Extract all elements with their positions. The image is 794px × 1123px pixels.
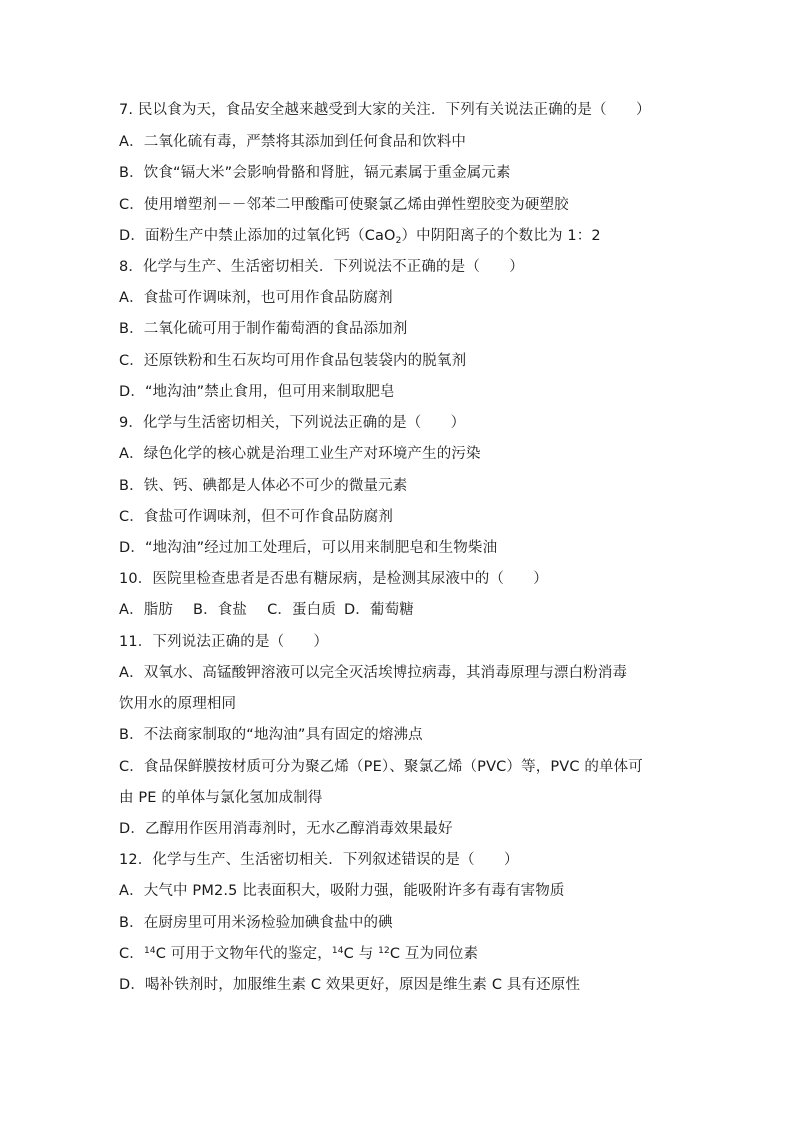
- question-8-option-d: D．“地沟油”禁止食用，但可用来制取肥皂: [119, 384, 395, 400]
- question-11-stem: 11．下列说法正确的是（ ）: [119, 634, 329, 650]
- question-10-stem: 10．医院里检查患者是否患有糖尿病，是检测其尿液中的（ ）: [119, 571, 548, 587]
- question-7-option-a: A．二氧化硫有毒，严禁将其添加到任何食品和饮料中: [119, 134, 467, 150]
- question-10-option-c: C．蛋白质: [267, 602, 336, 618]
- question-10-option-b: B．食盐: [193, 602, 248, 618]
- question-11-option-b: B．不法商家制取的“地沟油”具有固定的熔沸点: [119, 727, 423, 743]
- question-10-option-a: A．脂肪: [119, 602, 174, 618]
- question-8-option-a: A．食盐可作调味剂，也可用作食品防腐剂: [119, 290, 393, 306]
- question-12-option-a: A．大气中 PM2.5 比表面积大，吸附力强，能吸附许多有毒有害物质: [119, 883, 565, 899]
- question-7-stem: 7. 民以食为天，食品安全越来越受到大家的关注．下列有关说法正确的是（ ）: [119, 102, 651, 118]
- question-12-option-c-text-2: C 与: [343, 946, 379, 962]
- question-7-option-d-text-end: ）中阴阳离子的个数比为 1：2: [401, 228, 601, 244]
- question-11-option-c-line-2: 由 PE 的单体与氯化氢加成制得: [119, 790, 323, 806]
- question-12-option-c-superscript-3: 12: [378, 946, 390, 956]
- question-8-option-b: B．二氧化硫可用于制作葡萄酒的食品添加剂: [119, 321, 408, 337]
- question-10-option-d: D．葡萄糖: [343, 602, 414, 618]
- question-7-option-c: C．使用增塑剂－－邻苯二甲酸酯可使聚氯乙烯由弹性塑胶变为硬塑胶: [119, 197, 569, 213]
- question-11-option-a-line-1: A．双氧水、高锰酸钾溶液可以完全灭活埃博拉病毒，其消毒原理与漂白粉消毒: [119, 665, 628, 681]
- question-9-option-a: A．绿色化学的核心就是治理工业生产对环境产生的污染: [119, 446, 481, 462]
- question-12-option-c-text-3: C 互为同位素: [389, 946, 479, 962]
- question-9-option-b: B．铁、钙、碘都是人体必不可少的微量元素: [119, 478, 408, 494]
- question-12-option-c-text-1: C 可用于文物年代的鉴定，: [155, 946, 332, 962]
- question-9-option-d: D．“地沟油”经过加工处理后，可以用来制肥皂和生物柴油: [119, 540, 498, 556]
- question-7-option-d-text-start: D．面粉生产中禁止添加的过氧化钙（CaO: [119, 228, 396, 244]
- question-9-stem: 9．化学与生活密切相关，下列说法正确的是（ ）: [119, 415, 466, 431]
- question-12-option-c: [119, 944, 478, 964]
- question-12-option-c-superscript-2: 14: [331, 946, 344, 956]
- question-12-option-c-prefix: C．: [119, 946, 144, 962]
- question-7-option-d-subscript: 2: [395, 236, 402, 246]
- question-7-option-b: B．饮食“镉大米”会影响骨骼和肾脏，镉元素属于重金属元素: [119, 165, 511, 181]
- question-12-option-d: D．喝补铁剂时，加服维生素 C 效果更好，原因是维生素 C 具有还原性: [119, 977, 581, 993]
- question-7-option-d: [119, 226, 601, 246]
- question-12-option-b: B．在厨房里可用米汤检验加碘食盐中的碘: [119, 915, 393, 931]
- question-11-option-d: D．乙醇用作医用消毒剂时，无水乙醇消毒效果最好: [119, 821, 453, 837]
- question-12-option-c-superscript-1: 14: [143, 946, 156, 956]
- question-8-stem: 8．化学与生产、生活密切相关．下列说法不正确的是（ ）: [119, 259, 524, 275]
- question-9-option-c: C．食盐可作调味剂，但不可作食品防腐剂: [119, 509, 393, 525]
- question-11-option-a-line-2: 饮用水的原理相同: [119, 696, 237, 712]
- question-11-option-c-line-1: C．食品保鲜膜按材质可分为聚乙烯（PE）、聚氯乙烯（PVC）等，PVC 的单体可: [119, 759, 643, 775]
- question-8-option-c: C．还原铁粉和生石灰均可用作食品包装袋内的脱氧剂: [119, 353, 467, 369]
- question-12-stem: 12．化学与生产、生活密切相关．下列叙述错误的是（ ）: [119, 852, 519, 868]
- question-10-options: [119, 600, 414, 620]
